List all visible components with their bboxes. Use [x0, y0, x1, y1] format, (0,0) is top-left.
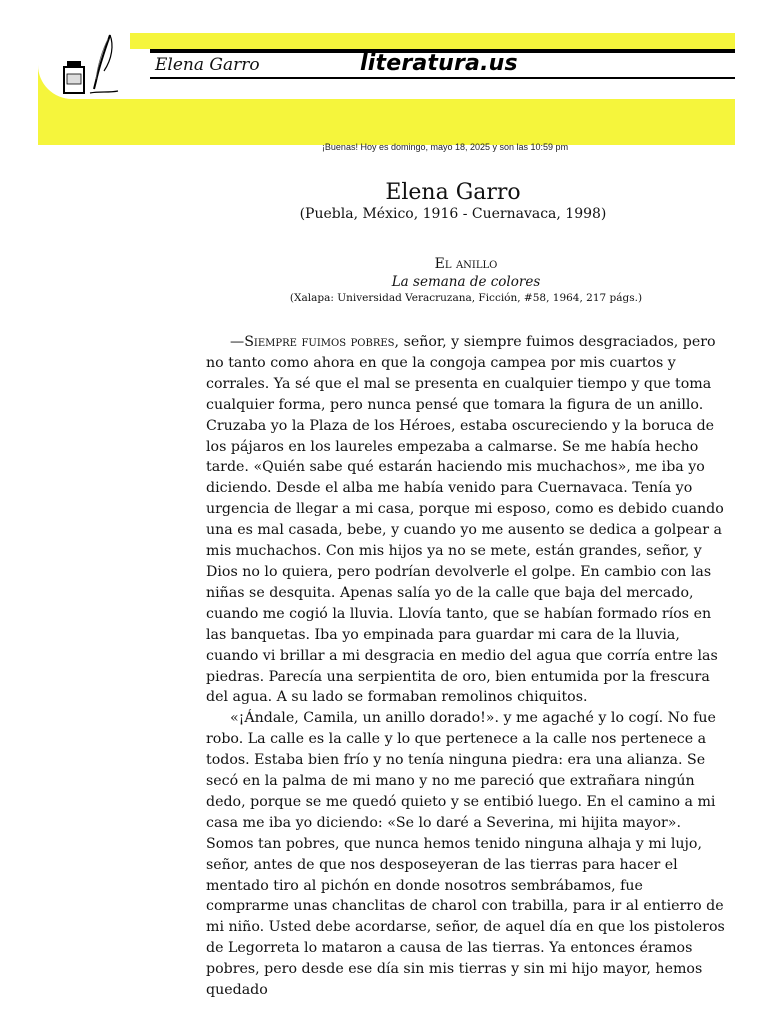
story-title: El anillo [434, 256, 498, 272]
author-dates: (Puebla, México, 1916 - Cuernavaca, 1998) [299, 206, 607, 222]
site-logo-text[interactable]: literatura.us [360, 51, 518, 76]
paragraph-text: , señor, y siempre fuimos desgraciados, pero no tanto como ahora en que la congoja campea por mis cuartos y corrales. Ya sé que el mal se presenta en cualquier tiempo y que toma cualquier forma, pero nunca pensé que tomara la figura de un anillo. Cruzaba yo la Plaza de los Héroes, estaba oscureciendo y la boruca de los pájaros en los laureles empezaba a calmarse. Se me había hecho tarde. «Quién sabe qué estarán haciendo mis muchachos», me iba yo diciendo. Desde el alba me había venido para Cuernavaca. Tenía yo urgencia de llegar a mi casa, porque mi esposo, como es debido cuando una es mal casada, bebe, y cuando yo me ausento se dedica a golpear a mis muchachos. Con mis hijos ya no se mete, están grandes, señor, y Dios no lo quiera, pero podrían devolverle el golpe. En cambio con las niñas se desquita. Apenas salía yo de la calle que baja del mercado, cuando me cogió la lluvia. Llovía tanto, que se habían formado ríos en las banquetas. Iba yo empinada para guardar mi cara de la lluvia, cuando vi brillar a mi desgracia en medio del agua que corría entre las piedras. Parecía una serpientita de oro, bien entumida por la frescura del agua. A su lado se formaban remolinos chiquitos. [206, 334, 724, 706]
paragraph [206, 332, 730, 708]
publication-info: (Xalapa: Universidad Veracruzana, Ficción, #58, 1964, 217 págs.) [289, 292, 643, 304]
collection-title: La semana de colores [391, 274, 541, 290]
author-title: Elena Garro [385, 180, 521, 205]
header-author-name[interactable]: Elena Garro [155, 55, 260, 75]
inkwell-quill-icon [52, 33, 132, 99]
header-top-stripe [130, 33, 735, 49]
paragraph-lead: —Siempre fuimos pobres [230, 334, 395, 350]
story-body [206, 332, 730, 1001]
paragraph [206, 708, 730, 1001]
header-rule-thin [150, 77, 735, 79]
site-header [0, 0, 768, 150]
paragraph-text: «¡Ándale, Camila, un anillo dorado!». y me agaché y lo cogí. No fue robo. La calle es la calle y lo que pertenece a la calle nos pertenece a todos. Estaba bien frío y no tenía ninguna piedra: era una alianza. Se secó en la palma de mi mano y no me pareció que extrañara ningún dedo, porque se me quedó quieto y se entibió luego. En el camino a mi casa me iba yo diciendo: «Se lo daré a Severina, mi hijita mayor». Somos tan pobres, que nunca hemos tenido ninguna alhaja y mi lujo, señor, antes de que nos desposeyeran de las tierras para hacer el mentado tiro al pichón en donde nosotros sembrábamos, fue comprarme unas chanclitas de charol con trabilla, para ir al entierro de mi niño. Usted debe acordarse, señor, de aquel día en que los pistoleros de Legorreta lo mataron a causa de las tierras. Ya entonces éramos pobres, pero desde ese día sin mis tierras y sin mi hijo mayor, hemos quedado [206, 710, 725, 999]
date-greeting: ¡Buenas! Hoy es domingo, mayo 18, 2025 y son las 10:59 pm [321, 142, 569, 152]
